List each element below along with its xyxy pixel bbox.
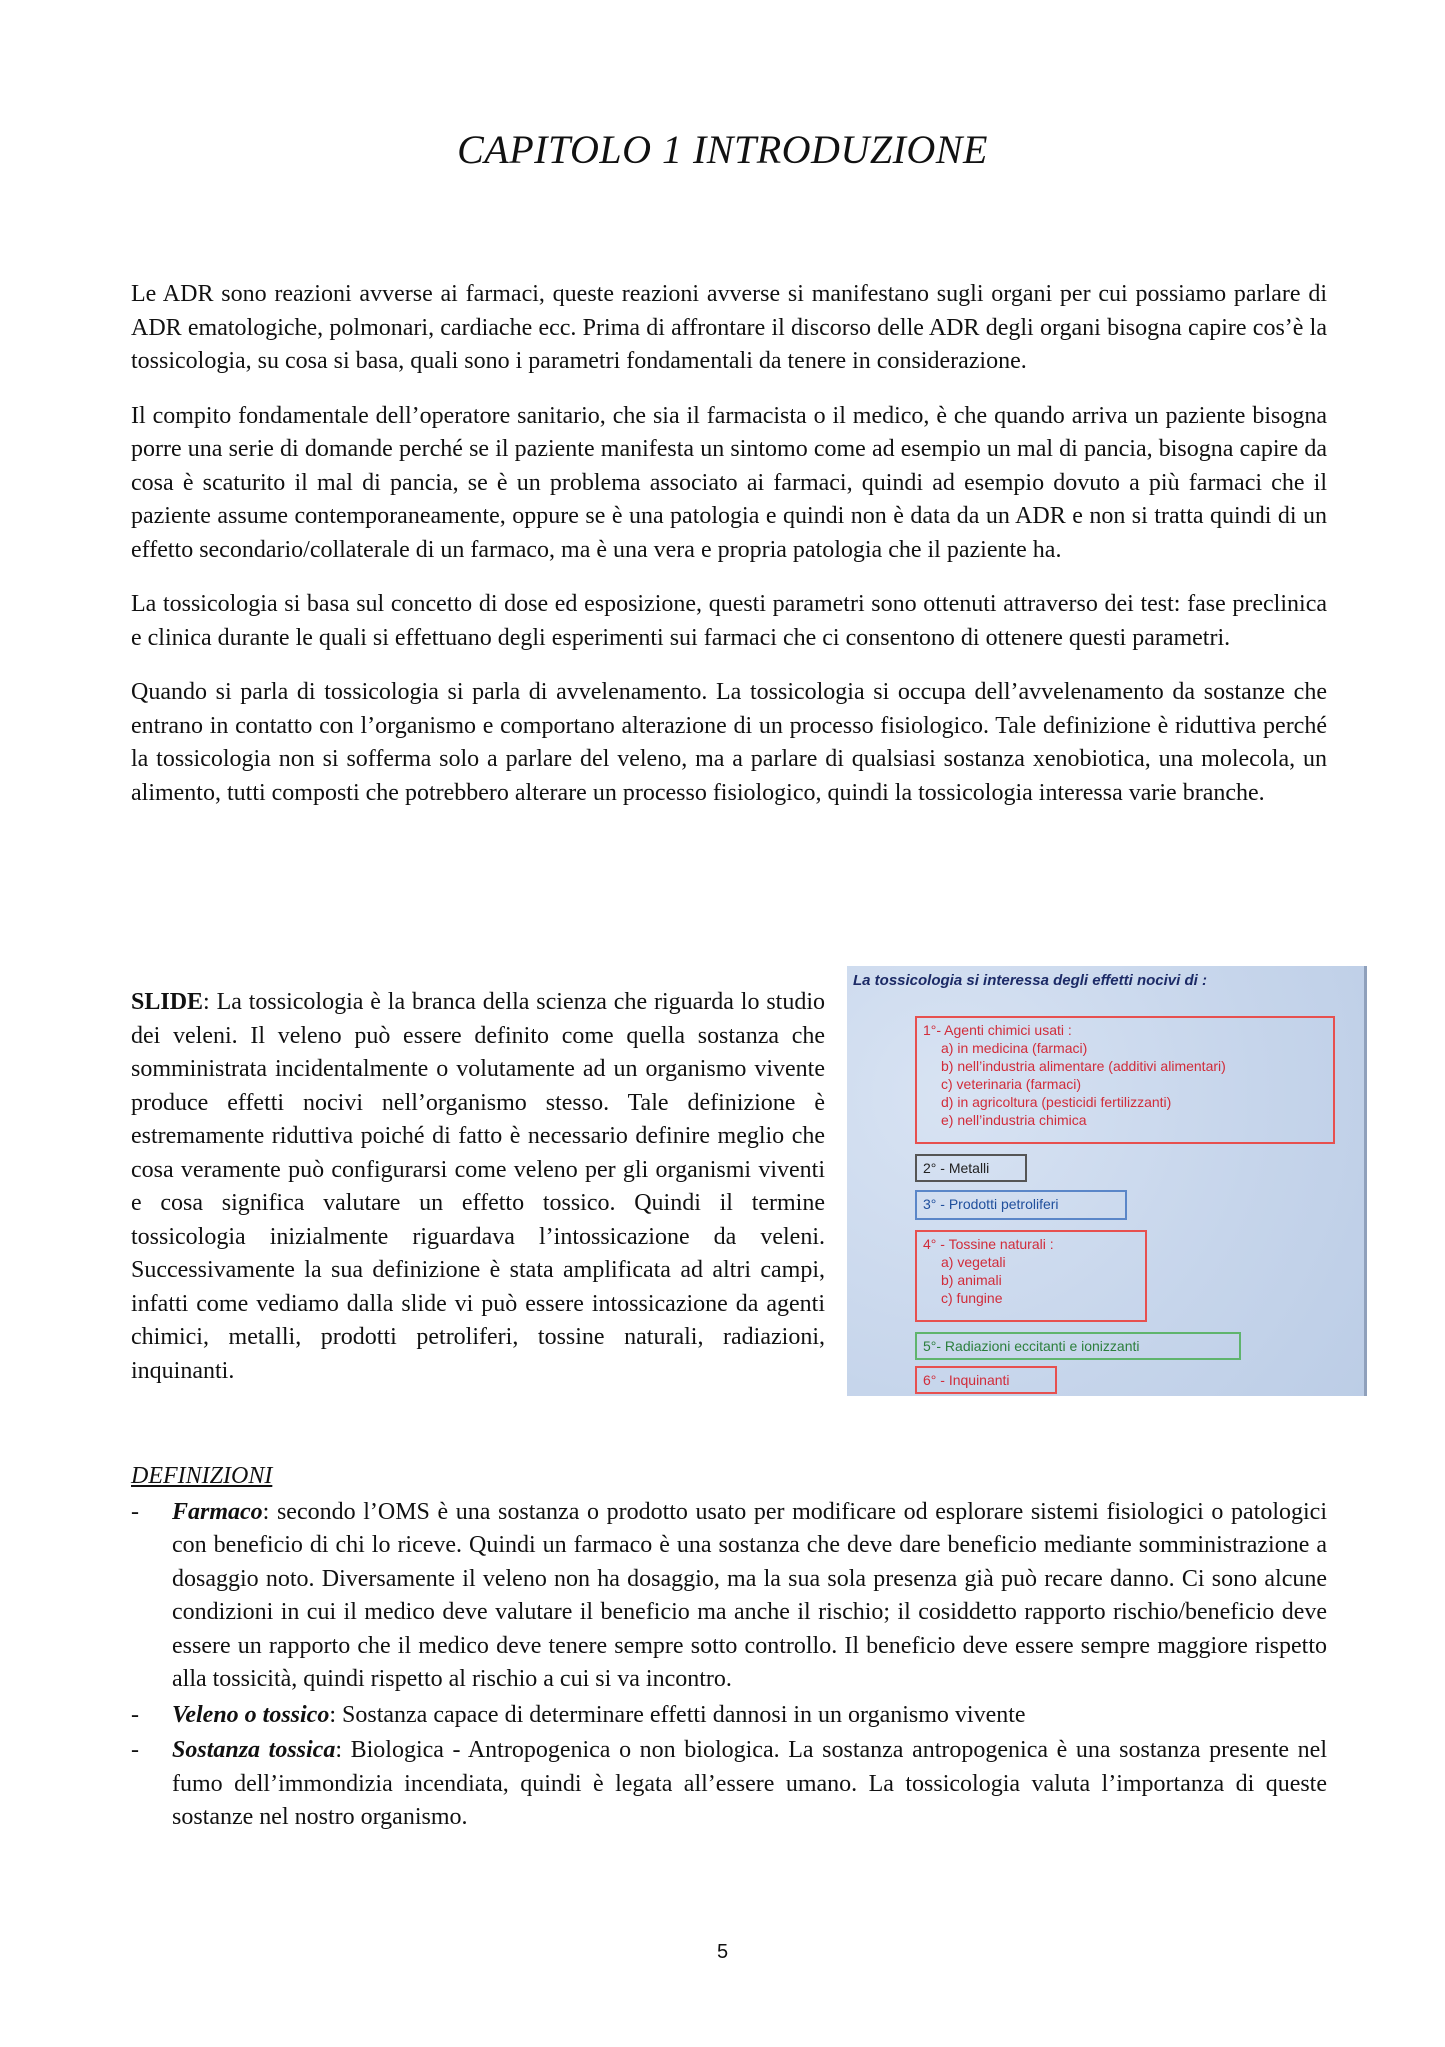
slide-box-item: a) vegetali — [941, 1254, 1006, 1270]
slide-text — [131, 986, 825, 1388]
slide-image — [847, 966, 1367, 1396]
slide-box-inquinanti: 6° - Inquinanti — [915, 1366, 1057, 1394]
slide-image-heading: La tossicologia si interessa degli effetti nocivi di : — [853, 972, 1207, 989]
dash-bullet: - — [131, 1701, 139, 1728]
paragraph-operatore: Il compito fondamentale dell’operatore sanitario, che sia il farmacista o il medico, è che quando arriva un paziente bisogna porre una serie di domande perché se il paziente manifesta un sintomo come ad esempio un mal di pancia, bisogna capire da cosa è scaturito il mal di pancia, se è un problema associato ai farmaci, quindi ad esempio dovuto a più farmaci che il paziente assume contemporaneamente, oppure se è una patologia e quindi non è data da un ADR e non si tratta quindi di un effetto secondario/collaterale di un farmaco, ma è una vera e propria patologia che il paziente ha. — [131, 402, 1327, 563]
slide-box-title: 4° - Tossine naturali : — [923, 1236, 1054, 1252]
definition-term: Sostanza tossica — [172, 1737, 336, 1763]
paragraph-adr: Le ADR sono reazioni avverse ai farmaci, queste reazioni avverse si manifestano sugli organi per cui possiamo parlare di ADR ematologiche, polmonari, cardiache ecc. Prima di affrontare il discorso delle ADR degli organi bisogna capire cos’è la tossicologia, su cosa si basa, quali sono i parametri fondamentali da tenere in considerazione. — [131, 281, 1327, 374]
slide-box-title: 1°- Agenti chimici usati : — [923, 1022, 1072, 1038]
slide-section — [131, 972, 1371, 1431]
slide-box-item: d) in agricoltura (pesticidi fertilizzanti) — [941, 1094, 1172, 1110]
definition-text: : Sostanza capace di determinare effetti dannosi in un organismo vivente — [329, 1701, 1026, 1728]
slide-body: : La tossicologia è la branca della scienza che riguarda lo studio dei veleni. Il veleno può essere definito come quella sostanza che somministrata incidentalmente o volutamente ad un organismo vivente produce effetti nocivi nell’organismo stesso. Tale definizione è estremamente riduttiva poiché di fatto è necessario definire meglio che cosa veramente può configurarsi come veleno per gli organismi viventi e cosa significa valutare un effetto tossico. Quindi il termine tossicologia inizialmente riguardava l’intossicazione da veleni. Successivamente la sua definizione è stata amplificata ad altri campi, infatti come vediamo dalla slide vi può essere intossicazione da agenti chimici, metalli, prodotti petroliferi, tossine naturali, radiazioni, inquinanti. — [131, 989, 825, 1384]
slide-box-item: c) fungine — [941, 1290, 1003, 1306]
paragraph-avvelenamento: Quando si parla di tossicologia si parla di avvelenamento. La tossicologia si occupa dell’avvelenamento da sostanze che entrano in contatto con l’organismo e comportano alterazione di un processo fisiologico. Tale definizione è riduttiva perché la tossicologia non si sofferma solo a parlare del veleno, ma a parlare di qualsiasi sostanza xenobiotica, una molecola, un alimento, tutti composti che potrebbero alterare un processo fisiologico, quindi la tossicologia interessa varie branche. — [131, 679, 1327, 806]
slide-box-item: c) veterinaria (farmaci) — [941, 1076, 1082, 1092]
definition-item — [131, 1734, 1327, 1835]
paragraph-dose: La tossicologia si basa sul concetto di dose ed esposizione, questi parametri sono ottenuti attraverso dei test: fase preclinica e clinica durante le quali si effettuano degli esperimenti sui farmaci che ci consentono di ottenere questi parametri. — [131, 591, 1327, 651]
dash-bullet: - — [131, 1498, 139, 1525]
definitions-heading: DEFINIZIONI — [131, 1463, 273, 1489]
definition-term: Farmaco — [172, 1498, 263, 1525]
definition-text: : secondo l’OMS è una sostanza o prodotto usato per modificare od esplorare sistemi fisiologici o patologici con beneficio di chi lo riceve. Quindi un farmaco è una sostanza che deve dare beneficio mediante somministrazione a dosaggio noto. Diversamente il veleno non ha dosaggio, ma la sua sola presenza già può recare danno. Ci sono alcune condizioni in cui il medico deve valutare il beneficio ma anche il rischio; il cosiddetto rapporto rischio/beneficio deve essere un rapporto che il medico deve tenere sempre sotto controllo. Il beneficio deve essere sempre maggiore rispetto alla tossicità, quindi rispetto al rischio a cui si va incontro. — [172, 1498, 1327, 1692]
slide-box-tossine-naturali — [915, 1230, 1147, 1322]
slide-box-item: a) in medicina (farmaci) — [941, 1040, 1088, 1056]
slide-label: SLIDE — [131, 989, 204, 1015]
definition-item — [131, 1496, 1327, 1697]
page-number: 5 — [716, 1941, 729, 1963]
definition-item — [131, 1699, 1327, 1733]
definitions-section — [131, 1460, 1327, 1837]
dash-bullet: - — [131, 1737, 139, 1763]
slide-box-prodotti-petroliferi: 3° - Prodotti petroliferi — [915, 1190, 1127, 1220]
intro-text — [131, 278, 1327, 831]
slide-box-radiazioni: 5°- Radiazioni eccitanti e ionizzanti — [915, 1332, 1241, 1360]
slide-box-metalli: 2° - Metalli — [915, 1154, 1027, 1182]
slide-box-item: b) nell’industria alimentare (additivi alimentari) — [941, 1058, 1226, 1074]
slide-box-item: b) animali — [941, 1272, 1002, 1288]
slide-box-item: e) nell’industria chimica — [941, 1112, 1087, 1128]
definition-text: : Biologica - Antropogenica o non biologica. La sostanza antropogenica è una sostanza presente nel fumo dell’immondizia incendiata, quindi è legata all’essere umano. La tossicologia valuta l’importanza di queste sostanze nel nostro organismo. — [172, 1737, 1327, 1830]
definition-term: Veleno o tossico — [172, 1701, 330, 1728]
page-title: CAPITOLO 1 INTRODUZIONE — [457, 127, 988, 172]
definitions-list — [131, 1496, 1327, 1835]
slide-box-agenti-chimici — [915, 1016, 1335, 1144]
